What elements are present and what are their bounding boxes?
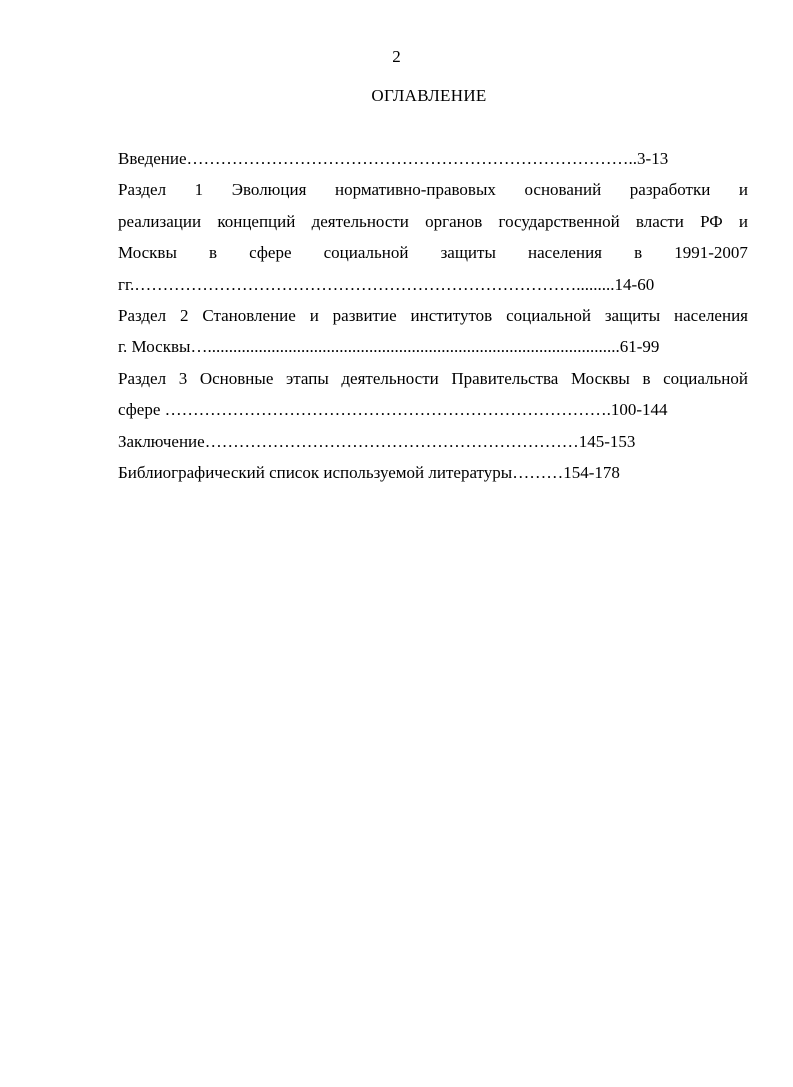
toc-entry-label: Заключение [118, 431, 205, 451]
toc-word: населения [528, 243, 602, 263]
toc-dot-leader: …................................................................................................. [190, 337, 620, 357]
toc-word: в [208, 243, 218, 263]
toc-word: сфере [249, 243, 292, 263]
toc-dot-leader: ……………………………………………………………………. [164, 400, 611, 420]
toc-entry-label: сфере [118, 400, 165, 420]
toc-entry-section1-line1: Раздел 1 Эволюция нормативно-правовых оснований разработки и [118, 180, 748, 200]
toc-entry-section2-line2 [118, 334, 748, 365]
toc-entry-section1-line2: реализации концепций деятельности органов государственной власти РФ и [118, 211, 748, 231]
page-title: ОГЛАВЛЕНИЕ [371, 86, 487, 105]
toc-page-range: 3-13 [637, 149, 669, 168]
table-of-contents [118, 146, 748, 491]
toc-page-range: 61-99 [619, 337, 660, 357]
toc-entry-intro [118, 146, 748, 177]
toc-entry-conclusion [118, 429, 748, 460]
toc-entry-section2-line1: Раздел 2 Становление и развитие институтов социальной защиты населения [118, 305, 748, 325]
toc-page-range: 145-153 [578, 431, 636, 451]
toc-word: защиты [440, 243, 496, 263]
toc-word: 1991-2007 [674, 243, 748, 263]
toc-dot-leader: ……………………………………………………………………......... [134, 274, 615, 294]
toc-entry-section3-line2 [118, 397, 748, 428]
toc-word: Москвы [118, 243, 177, 263]
toc-entry-label: Библиографический список используемой литературы [118, 462, 513, 482]
toc-entry-bibliography [118, 460, 748, 491]
toc-entry-label: гг. [118, 274, 135, 294]
toc-entry-section1-line4 [118, 272, 748, 303]
toc-entry-section1-line3 [118, 240, 748, 271]
toc-dot-leader: ………………………………………………………… [204, 431, 579, 451]
toc-page-range: 100-144 [610, 400, 668, 420]
toc-entry-label: г. Москвы [118, 337, 191, 357]
toc-dot-leader: ……… [512, 462, 564, 482]
toc-page-range: 154-178 [563, 462, 620, 482]
toc-entry-section3-line1: Раздел 3 Основные этапы деятельности Правительства Москвы в социальной [118, 368, 748, 388]
page-number: 2 [392, 47, 401, 66]
toc-word: социальной [323, 243, 409, 263]
toc-word: в [634, 243, 643, 263]
toc-dot-leader: …………………………………………………………………….. [186, 149, 638, 168]
toc-page-range: 14-60 [614, 274, 655, 294]
toc-entry-label: Введение [118, 149, 187, 168]
